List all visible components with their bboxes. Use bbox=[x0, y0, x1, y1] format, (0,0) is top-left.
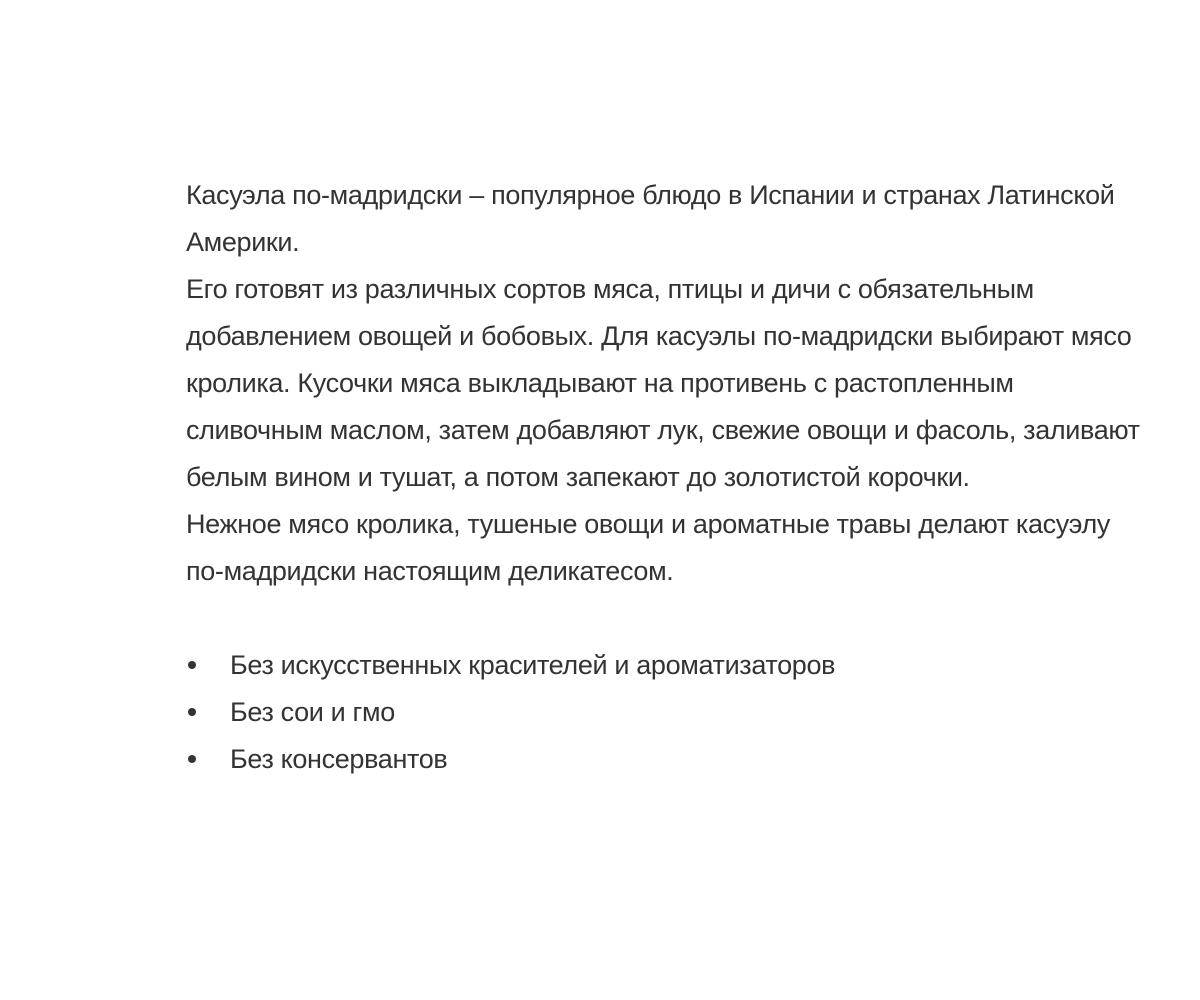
feature-label: Без сои и гмо bbox=[230, 697, 395, 727]
description-paragraph-intro: Касуэла по-мадридски – популярное блюдо в Испании и странах Латинской Америки. bbox=[186, 180, 1115, 257]
feature-label: Без искусственных красителей и ароматизаторов bbox=[230, 650, 836, 680]
list-item bbox=[186, 689, 1146, 736]
product-description-block bbox=[186, 172, 1146, 783]
description bbox=[186, 172, 1146, 595]
list-item bbox=[186, 642, 1146, 689]
description-paragraph-recipe: Его готовят из различных сортов мяса, птицы и дичи с обязательным добавлением овощей и бобовых. Для касуэлы по-мадридски выбирают мясо кролика. Кусочки мяса выкладывают на противень с растопленным сливочным маслом, затем добавляют лук, свежие овощи и фасоль, заливают белым вином и тушат, а потом запекают до золотистой корочки. bbox=[186, 274, 1140, 492]
features-list bbox=[186, 642, 1146, 783]
bullet-dot-icon bbox=[188, 708, 196, 716]
feature-label: Без консервантов bbox=[230, 744, 448, 774]
bullet-dot-icon bbox=[188, 755, 196, 763]
description-paragraph-conclusion: Нежное мясо кролика, тушеные овощи и ароматные травы делают касуэлу по-мадридски настоящим деликатесом. bbox=[186, 509, 1111, 586]
list-item bbox=[186, 736, 1146, 783]
bullet-dot-icon bbox=[188, 661, 196, 669]
